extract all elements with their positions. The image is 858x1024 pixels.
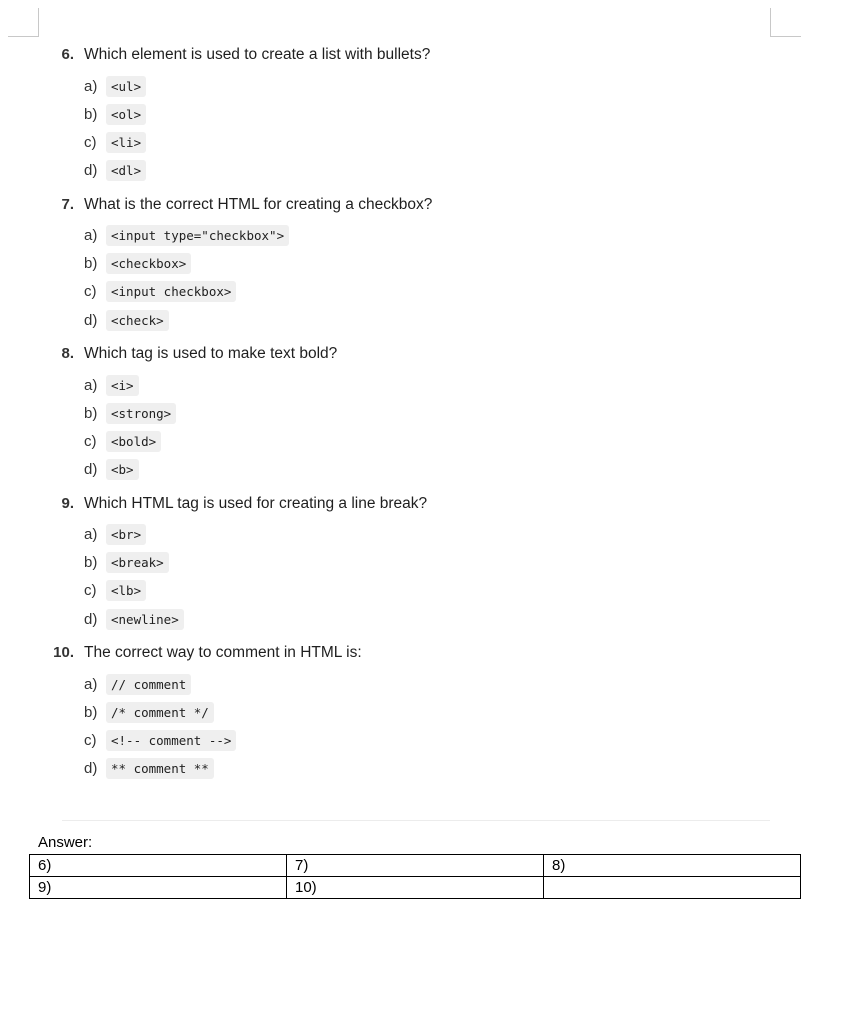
question-number: 8.: [61, 345, 74, 362]
answer-cell-9[interactable]: 9): [30, 877, 287, 899]
option-code: <input type="checkbox">: [106, 225, 289, 246]
option-c: [84, 278, 289, 306]
option-code: <strong>: [106, 403, 176, 424]
option-letter: c): [84, 283, 97, 301]
option-code: /* comment */: [106, 702, 214, 723]
option-a: [84, 72, 146, 100]
option-c: [84, 427, 176, 455]
option-a: [84, 371, 176, 399]
option-letter: a): [84, 227, 98, 245]
option-letter: b): [84, 105, 98, 123]
option-code: <dl>: [106, 160, 146, 181]
option-code: // comment: [106, 674, 191, 695]
option-letter: b): [84, 703, 98, 721]
option-letter: b): [84, 404, 98, 422]
question-number: 9.: [61, 494, 74, 512]
option-code: <checkbox>: [106, 253, 191, 274]
question-text: Which HTML tag is used for creating a line break?: [84, 494, 428, 512]
option-list: [84, 670, 236, 783]
option-list: [84, 371, 176, 484]
option-code: <check>: [106, 310, 169, 331]
question-10: [0, 642, 858, 792]
option-b: [84, 399, 176, 427]
answer-cell-6[interactable]: 6): [30, 855, 287, 877]
answer-table: [29, 854, 801, 899]
option-a: [84, 521, 184, 549]
answer-cell-7[interactable]: 7): [287, 855, 544, 877]
question-list: [0, 44, 858, 792]
option-d: [84, 306, 289, 334]
question-9: [0, 493, 858, 643]
option-code: <bold>: [106, 431, 161, 452]
question-number: 6.: [61, 46, 74, 63]
option-code: <newline>: [106, 609, 184, 630]
option-code: <b>: [106, 459, 139, 480]
question-text: The correct way to comment in HTML is:: [84, 644, 362, 661]
option-a: [84, 670, 236, 698]
question-text: Which element is used to create a list with bullets?: [84, 46, 431, 63]
option-code: <i>: [106, 375, 139, 396]
option-d: [84, 157, 146, 185]
answer-label: Answer:: [38, 834, 93, 851]
option-letter: d): [84, 461, 98, 479]
option-code: <ul>: [106, 76, 146, 97]
question-7: [0, 194, 858, 344]
question-8: [0, 343, 858, 493]
table-row: [30, 877, 801, 899]
option-code: <break>: [106, 552, 169, 573]
page-corner-mark-top-right: [770, 8, 801, 37]
question-number: 10.: [53, 644, 74, 661]
option-letter: a): [84, 376, 98, 394]
option-b: [84, 100, 146, 128]
option-d: [84, 755, 236, 783]
option-letter: c): [84, 432, 97, 450]
option-code: ** comment **: [106, 758, 214, 779]
option-letter: a): [84, 526, 98, 544]
question-text: What is the correct HTML for creating a checkbox?: [84, 195, 433, 213]
option-c: [84, 577, 184, 605]
option-code: <lb>: [106, 580, 146, 601]
page-corner-mark-top-left: [8, 8, 39, 37]
option-b: [84, 698, 236, 726]
option-code: <li>: [106, 132, 146, 153]
option-code: <ol>: [106, 104, 146, 125]
option-letter: c): [84, 731, 97, 749]
option-d: [84, 456, 176, 484]
option-letter: d): [84, 610, 98, 628]
option-d: [84, 605, 184, 633]
option-letter: b): [84, 554, 98, 572]
option-code: <input checkbox>: [106, 281, 236, 302]
option-b: [84, 549, 184, 577]
option-list: [84, 222, 289, 335]
table-row: [30, 855, 801, 877]
answer-cell-empty[interactable]: [544, 877, 801, 899]
option-letter: b): [84, 255, 98, 273]
option-letter: d): [84, 760, 98, 778]
option-code: <br>: [106, 524, 146, 545]
question-number: 7.: [61, 195, 74, 213]
option-letter: a): [84, 77, 98, 95]
option-code: <!-- comment -->: [106, 730, 236, 751]
section-divider: [62, 820, 770, 821]
option-c: [84, 128, 146, 156]
option-letter: a): [84, 675, 98, 693]
option-list: [84, 521, 184, 634]
option-letter: d): [84, 311, 98, 329]
option-letter: c): [84, 582, 97, 600]
answer-cell-8[interactable]: 8): [544, 855, 801, 877]
option-letter: d): [84, 162, 98, 180]
answer-cell-10[interactable]: 10): [287, 877, 544, 899]
question-6: [0, 44, 858, 194]
option-list: [84, 72, 146, 185]
question-text: Which tag is used to make text bold?: [84, 345, 338, 362]
option-c: [84, 726, 236, 754]
option-letter: c): [84, 133, 97, 151]
option-b: [84, 250, 289, 278]
option-a: [84, 222, 289, 250]
